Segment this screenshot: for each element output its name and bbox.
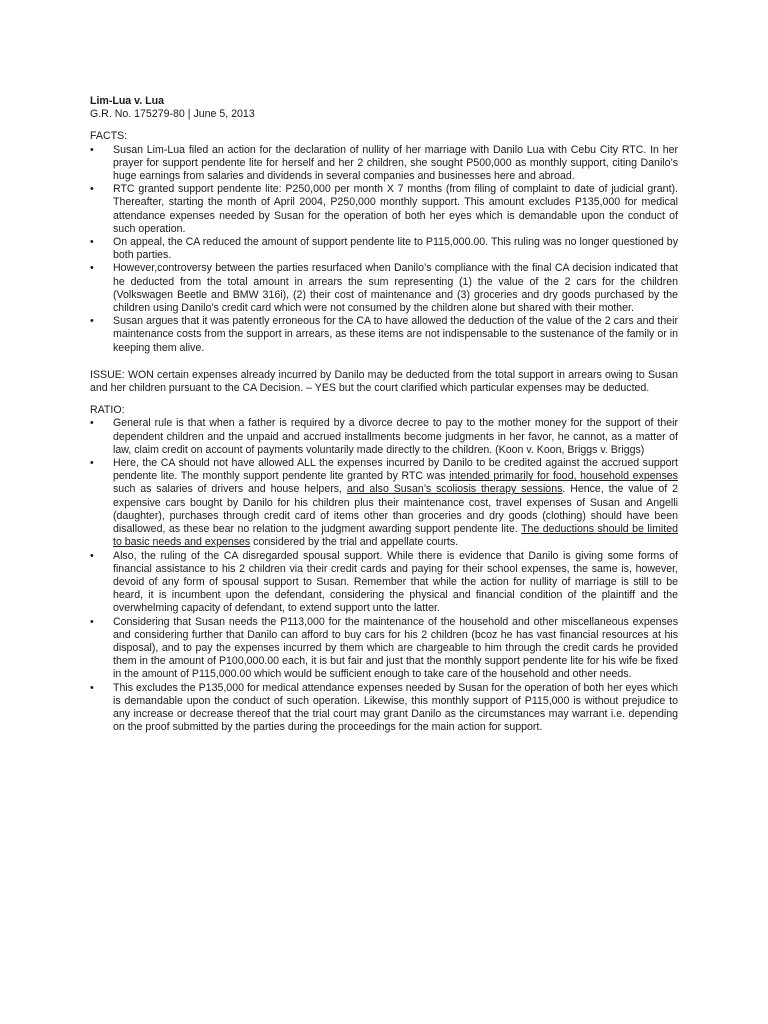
- case-citation: G.R. No. 175279-80 | June 5, 2013: [90, 108, 255, 121]
- ratio-text: This excludes the P135,000 for medical attendance expenses needed by Susan for the operation of both her eyes which is demandable upon the conduct of such operation. Likewise, this monthly support of P115,000 is without prejudice to any increase or decrease thereof that the trial court may grant Danilo as the circumstances may warrant i.e. depending on the proof submitted by the parties during the proceedings for the main action for support.: [113, 681, 678, 734]
- bullet-icon: •: [90, 615, 94, 628]
- issue-paragraph: ISSUE: WON certain expenses already incurred by Danilo may be deducted from the total support in arrears owing to Susan and her children pursuant to the CA Decision. – YES but the court clarified which particular expenses may be deducted.: [90, 368, 678, 395]
- facts-list: [90, 144, 678, 355]
- ratio-text: such as salaries of drivers and house helpers,: [113, 483, 347, 496]
- list-item: [90, 315, 678, 355]
- fact-text: RTC granted support pendente lite: P250,000 per month X 7 months (from filing of complaint to date of judicial grant). Thereafter, starting the month of April 2004, P250,000 monthly support. This amount excludes P135,000 for medical attendance expenses needed by Susan for the operation of both her eyes which is demandable upon the conduct of such operation.: [113, 183, 678, 235]
- bullet-icon: •: [90, 143, 94, 156]
- list-item: [90, 457, 678, 549]
- fact-text: However,controversy between the parties resurfaced when Danilo’s compliance with the final CA decision indicated that he deducted from the total amount in arrears the sum representing (1) the value of the 2 cars for the children (Volkswagen Beetle and BMW 316i), (2) their cost of maintenance and (3) groceries and dry goods purchased by the children using Danilo’s credit card which were not consumed by the children alone but shared with their mother.: [113, 262, 678, 315]
- list-item: [90, 144, 678, 184]
- ratio-text: General rule is that when a father is required by a divorce decree to pay to the mother money for the support of their dependent children and the unpaid and accrued installments become judgments in her favor, he cannot, as a matter of law, claim credit on account of payments voluntarily made directly to the children. (Koon v. Koon, Briggs v. Briggs): [113, 417, 678, 456]
- ratio-text: . Hence, the value of 2 expensive cars bought by Danilo for his children plus their maintenance cost, travel expenses of Susan and Angelli (daughter), purchases through credit card of items other than groceries and dry goods (clothing) should have been disallowed, as these bear no relation to the judgment awarding support pendente lite.: [113, 483, 679, 536]
- facts-heading: FACTS:: [90, 130, 128, 143]
- list-item: [90, 682, 678, 735]
- ratio-text: Also, the ruling of the CA disregarded spousal support. While there is evidence that Danilo is giving some forms of financial assistance to his 2 children via their credit cards and paying for their school expenses, the same is, however, devoid of any form of spousal support to Susan. Remember that while the action for nullity of marriage is still to be heard, it is incumbent upon the defendant, considering the physical and financial condition of the plaintiff and the overwhelming capacity of defendant, to extend support unto the latter.: [113, 549, 678, 615]
- list-item: [90, 236, 678, 262]
- ratio-text: Considering that Susan needs the P113,000 for the maintenance of the household and other miscellaneous expenses and considering further that Danilo can afford to buy cars for his 2 children (bcoz he has vast financial resources at his disposal), and to pay the expenses incurred by them which are chargeable to him through the credit cards he provided them in the amount of P100,000.00 each, it is but fair and just that the monthly support pendente lite for his wife be fixed in the amount of P115,000.00 which would be sufficient enough to take care of the household and other needs.: [113, 615, 678, 681]
- document-body: [90, 95, 678, 748]
- bullet-icon: •: [90, 681, 94, 694]
- bullet-icon: •: [90, 236, 94, 249]
- bullet-icon: •: [90, 549, 94, 562]
- ratio-heading: RATIO:: [90, 404, 125, 417]
- bullet-icon: •: [90, 262, 94, 275]
- bullet-icon: •: [90, 457, 94, 470]
- underlined-text: and also Susan’s scoliosis therapy sessions: [346, 483, 563, 496]
- underlined-text: intended primarily for food, household expenses: [449, 470, 678, 483]
- list-item: [90, 616, 678, 682]
- bullet-icon: •: [90, 417, 94, 430]
- case-title: Lim-Lua v. Lua: [90, 95, 164, 107]
- list-item: [90, 183, 678, 236]
- ratio-list: [90, 417, 678, 734]
- bullet-icon: •: [90, 315, 94, 328]
- list-item: [90, 262, 678, 315]
- ratio-text: considered by the trial and appellate courts.: [250, 536, 459, 549]
- bullet-icon: •: [90, 183, 94, 196]
- ratio-text: Here, the CA should not have allowed ALL the expenses incurred by Danilo to be credited against the accrued support pendente lite. The monthly support pendente lite granted by RTC was: [113, 457, 678, 483]
- list-item: [90, 550, 678, 616]
- fact-text: On appeal, the CA reduced the amount of support pendente lite to P115,000.00. This ruling was no longer questioned by both parties.: [113, 236, 678, 262]
- underlined-text: The deductions should be limited to basic needs and expenses: [113, 523, 678, 549]
- fact-text: Susan Lim-Lua filed an action for the declaration of nullity of her marriage with Danilo Lua with Cebu City RTC. In her prayer for support pendente lite for herself and her 2 children, she sought P500,000 as monthly support, citing Danilo’s huge earnings from salaries and dividends in several companies and businesses here and abroad.: [113, 143, 678, 183]
- list-item: [90, 417, 678, 457]
- fact-text: Susan argues that it was patently erroneous for the CA to have allowed the deduction of the value of the 2 cars and their maintenance costs from the support in arrears, as these items are not indispensable to the sustenance of the family or in keeping them alive.: [113, 315, 678, 354]
